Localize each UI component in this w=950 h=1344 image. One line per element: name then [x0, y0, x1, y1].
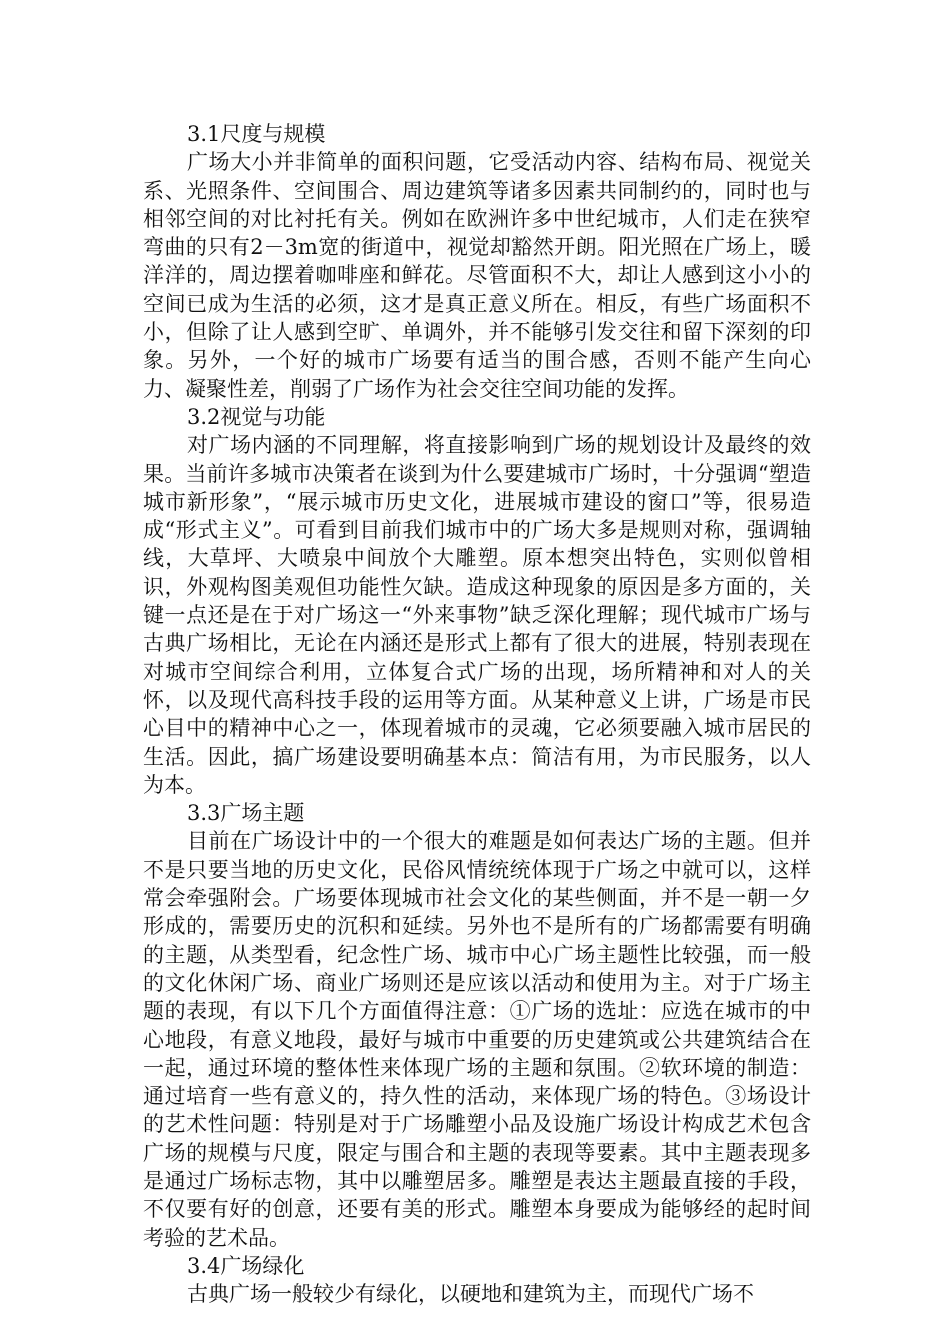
section-paragraph: 对广场内涵的不同理解，将直接影响到广场的规划设计及最终的效果。当前许多城市决策者在谈到为什么要建城市广场时，十分强调“塑造城市新形象”，“展示城市历史文化，进展城市建设的窗口”等，很易造成“形式主义”。可看到目前我们城市中的广场大多是规则对称，强调轴线，大草坪、大喷泉中间放个大雕塑。原本想突出特色，实则似曾相识，外观构图美观但功能性欠缺。造成这种现象的原因是多方面的，关键一点还是在于对广场这一“外来事物”缺乏深化理解；现代城市广场与古典广场相比，无论在内涵还是形式上都有了很大的进展，特别表现在对城市空间综合利用，立体复合式广场的出现，场所精神和对人的关怀，以及现代高科技手段的运用等方面。从某种意义上讲，广场是市民心目中的精神中心之一，体现着城市的灵魂，它必须要融入城市居民的生活。因此，搞广场建设要明确基本点：简洁有用，为市民服务，以人为本。 [143, 433, 811, 797]
document-page [143, 120, 811, 1308]
section-theme [143, 799, 811, 1252]
section-scale [143, 120, 811, 403]
section-paragraph: 古典广场一般较少有绿化，以硬地和建筑为主，而现代广场不 [187, 1282, 754, 1307]
section-paragraph: 广场大小并非简单的面积问题，它受活动内容、结构布局、视觉关系、光照条件、空间围合、周边建筑等诸多因素共同制约的，同时也与相邻空间的对比衬托有关。例如在欧洲许多中世纪城市，人们走在狭窄弯曲的只有2－3m宽的街道中，视觉却豁然开朗。阳光照在广场上，暖洋洋的，周边摆着咖啡座和鲜花。尽管面积不大，却让人感到这小小的空间已成为生活的必须，这才是真正意义所在。相反，有些广场面积不小，但除了让人感到空旷、单调外，并不能够引发交往和留下深刻的印象。另外，一个好的城市广场要有适当的围合感，否则不能产生向心力、凝聚性差，削弱了广场作为社会交往空间功能的发挥。 [143, 150, 811, 401]
section-vision-function [143, 403, 811, 799]
section-heading: 3.3广场主题 [187, 801, 305, 826]
section-heading: 3.1尺度与规模 [187, 122, 326, 146]
section-paragraph: 目前在广场设计中的一个很大的难题是如何表达广场的主题。但并不是只要当地的历史文化，民俗风情统统体现于广场之中就可以，这样常会牵强附会。广场要体现城市社会文化的某些侧面，并不是一朝一夕形成的，需要历史的沉积和延续。另外也不是所有的广场都需要有明确的主题，从类型看，纪念性广场、城市中心广场主题性比较强，而一般的文化休闲广场、商业广场则还是应该以活动和使用为主。对于广场主题的表现，有以下几个方面值得注意：①广场的选址：应选在城市的中心地段，有意义地段，最好与城市中重要的历史建筑或公共建筑结合在一起，通过环境的整体性来体现广场的主题和氛围。②软环境的制造：通过培育一些有意义的，持久性的活动，来体现广场的特色。③场设计的艺术性问题：特别是对于广场雕塑小品及设施广场设计构成艺术包含广场的规模与尺度，限定与围合和主题的表现等要素。其中主题表现多是通过广场标志物，其中以雕塑居多。雕塑是表达主题最直接的手段，不仅要有好的创意，还要有美的形式。雕塑本身要成为能够经的起时间考验的艺术品。 [143, 829, 811, 1250]
section-greening [143, 1252, 811, 1309]
section-heading: 3.2视觉与功能 [187, 404, 326, 429]
section-heading: 3.4广场绿化 [187, 1253, 305, 1278]
